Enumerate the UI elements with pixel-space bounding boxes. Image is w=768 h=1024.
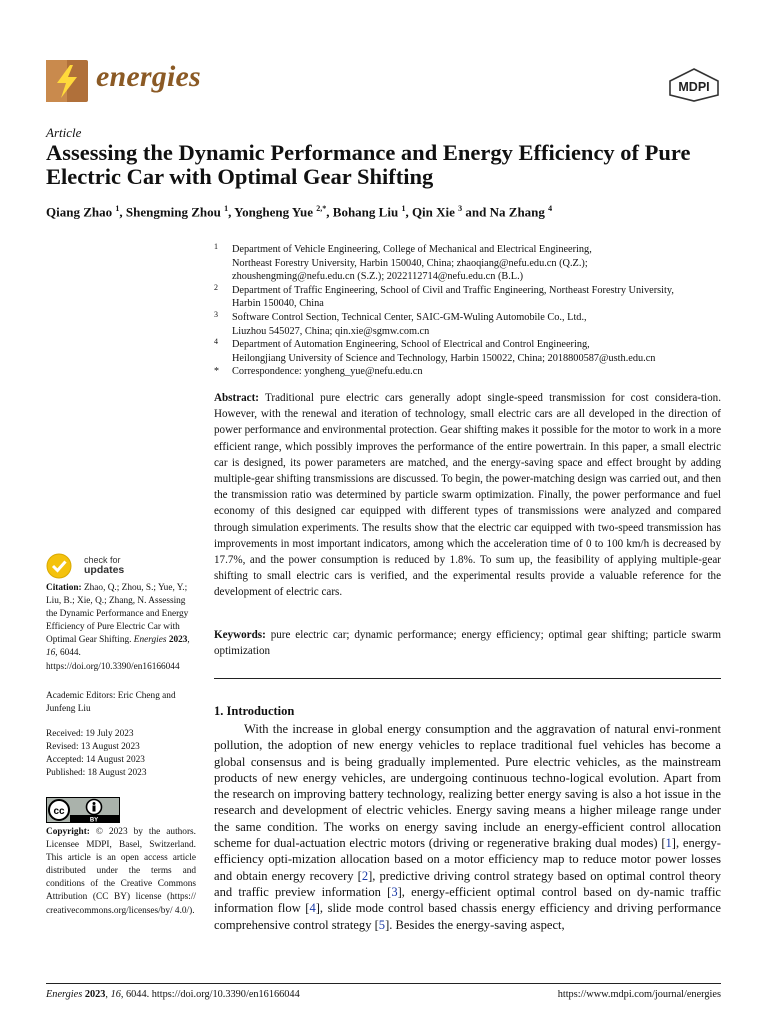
check-updates-icon — [46, 553, 72, 579]
footer-citation: Energies 2023, 16, 6044. https://doi.org/10.3390/en16166044 — [46, 989, 300, 1000]
affiliation-line: Heilongjiang University of Science and Technology, Harbin 150022, China; 2018800587@usth.edu.cn — [232, 352, 656, 364]
affiliation-item — [214, 284, 734, 311]
author-name: Qin Xie — [411, 204, 455, 220]
date-accepted: Accepted: 14 August 2023 — [46, 755, 145, 766]
date-received: Received: 19 July 2023 — [46, 729, 134, 739]
date-revised: Revised: 13 August 2023 — [46, 742, 140, 753]
citation-doi[interactable]: , 6044. https://doi.org/10.3390/en16166044 — [46, 648, 180, 672]
author-affiliation-mark: 4 — [548, 204, 553, 213]
date-published: Published: 18 August 2023 — [46, 768, 147, 779]
affiliation-line: zhoushengming@nefu.edu.cn (S.Z.); 2022112714@nefu.edu.cn (B.L.) — [232, 271, 524, 283]
journal-name: energies — [96, 60, 201, 93]
reference-link[interactable]: 3 — [391, 884, 398, 899]
affiliation-line: Software Control Section, Technical Center, SAIC-GM-Wuling Automobile Co., Ltd., — [232, 311, 587, 323]
affiliation-item — [214, 311, 734, 338]
footer-year: 2023 — [84, 989, 106, 1000]
mdpi-logo — [666, 68, 722, 102]
author-list — [46, 204, 746, 220]
citation-label: Citation: — [46, 583, 82, 593]
citation-text: Zhao, Q.; Zhou, S.; Yue, Y.; Liu, B.; Xie, Q.; Zhang, N. Assessing the Dynamic Performance and Energy Efficiency of Pure Electric Car with Optimal Gear Shifting. — [46, 583, 189, 646]
affiliation-number: 3 — [214, 309, 218, 319]
introduction-text: ]. Besides the energy-saving aspect, — [385, 917, 565, 932]
citation-block: Citation: Zhao, Q.; Zhou, S.; Yue, Y.; Liu, B.; Xie, Q.; Zhang, N. Assessing the Dynamic Performance and Energy Efficiency of Pure Electric Car with Optimal Gear Shifting. Energies 2023, 16, 6044. https://doi.org/10.3390/en16166044 — [46, 583, 190, 672]
affiliation-number: 1 — [214, 242, 218, 251]
author-affiliation-mark: 1 — [115, 204, 120, 213]
author-affiliation-mark: 2,* — [316, 204, 327, 213]
section-divider — [214, 678, 721, 679]
article-title: Assessing the Dynamic Performance and Energy Efficiency of Pure Electric Car with Optimal Gear Shifting — [46, 140, 691, 189]
reference-link[interactable]: 2 — [361, 868, 369, 883]
author-name: Qiang Zhao — [46, 204, 113, 220]
affiliation-line: Harbin 150040, China — [232, 298, 324, 310]
check-for-updates-badge[interactable] — [46, 553, 166, 581]
author-affiliation-mark: 3 — [458, 204, 463, 213]
copyright-text: © 2023 by the authors. Licensee MDPI, Basel, Switzerland. This article is an open access article distributed under the terms and conditions of the Creative Commons Attribution (CC BY) license (https:// creativecommons.org/licenses/by/ 4.0/). — [46, 827, 196, 916]
introduction-text: ], slide mode control based chassis energy efficiency and driving performance comprehensive control strategy [ — [214, 901, 722, 932]
cc-by-icon[interactable] — [46, 797, 120, 823]
footer-doi[interactable]: , 6044. https://doi.org/10.3390/en16166044 — [120, 989, 300, 1000]
keywords-label: Keywords: — [214, 629, 266, 641]
author-separator: , — [326, 204, 333, 220]
copyright-notice — [46, 826, 196, 918]
author-separator: , — [405, 204, 412, 220]
author-affiliation-mark: 1 — [401, 204, 406, 213]
keywords — [214, 627, 721, 659]
copyright-label: Copyright: — [46, 827, 90, 837]
author-separator: and — [462, 204, 490, 220]
affiliation-item — [214, 243, 734, 284]
introduction-paragraph — [214, 721, 721, 933]
affiliation-line: Department of Traffic Engineering, School of Civil and Traffic Engineering, Northeast Forestry University, — [232, 284, 674, 296]
footer-journal-url[interactable]: https://www.mdpi.com/journal/energies — [557, 989, 721, 1000]
correspondence-mark: * — [214, 366, 219, 378]
author-name: Yongheng Yue — [234, 204, 314, 220]
academic-editors: Academic Editors: Eric Cheng and Junfeng Liu — [46, 691, 176, 715]
lightning-bolt-icon — [46, 60, 88, 102]
reference-link[interactable]: 1 — [665, 836, 672, 851]
affiliation-number: 2 — [214, 282, 218, 292]
keywords-text: pure electric car; dynamic performance; energy efficiency; optimal gear shifting; particle swarm optimization — [214, 629, 721, 658]
article-type: Article — [46, 125, 82, 140]
mdpi-logo-text: MDPI — [678, 80, 710, 94]
affiliation-number: 4 — [214, 337, 218, 347]
affiliations — [214, 243, 734, 379]
citation-volume: 16 — [46, 648, 56, 659]
correspondence — [214, 365, 734, 379]
svg-text:cc: cc — [53, 806, 65, 817]
affiliation-item — [214, 338, 734, 365]
footer-volume: 16 — [110, 989, 121, 1000]
author-name: Na Zhang — [489, 204, 545, 220]
reference-link[interactable]: 4 — [309, 901, 316, 916]
check-updates-top: check for — [84, 555, 121, 565]
footer-journal: Energies — [46, 989, 83, 1000]
abstract — [214, 390, 721, 601]
affiliation-line: Department of Automation Engineering, School of Electrical and Control Engineering, — [232, 339, 590, 351]
affiliation-line: Northeast Forestry University, Harbin 150040, China; zhaoqiang@nefu.edu.cn (Q.Z.); — [232, 257, 588, 269]
abstract-label: Abstract: — [214, 392, 259, 404]
author-separator: , — [119, 204, 126, 220]
check-updates-bottom: updates — [84, 564, 125, 576]
author-name: Bohang Liu — [332, 204, 399, 220]
affiliation-line: Liuzhou 545027, China; qin.xie@sgmw.com.cn — [232, 325, 430, 337]
introduction-text: With the increase in global energy consumption and the aggravation of natural envi-ronment pollution, the adoption of new energy vehicles to replace traditional fuel vehicles has become a global consensus and is being gradually implemented. Pure electric vehicles, as the mainstream products of new energy vehicles, are undergoing continuous techno-logical evolution. Apart from the research on improving battery technology, realizing better energy saving is also a hot issue in the research and development of electric vehicles. Energy saving means a higher mileage range under the same condition. The works on energy saving include an energy-efficient control allocation scheme for dual-actuation electric motors (driving or regenerative braking dual modes) [ — [214, 722, 721, 851]
citation-journal: Energies — [133, 635, 167, 646]
reference-link[interactable]: 5 — [378, 917, 386, 932]
section-heading: 1. Introduction — [214, 704, 295, 718]
introduction-text: ], energy-efficient optimal control based on dy-namic traffic information flow [ — [214, 884, 722, 916]
svg-text:BY: BY — [89, 817, 99, 823]
footer-divider — [46, 983, 721, 984]
citation-year: 2023 — [168, 635, 188, 646]
correspondence-text: Correspondence: yongheng_yue@nefu.edu.cn — [232, 366, 423, 378]
author-name: Shengming Zhou — [125, 204, 221, 220]
introduction-text: ], energy-efficiency opti-mization allocation based on a motor efficiency map to reduce motor power losses and obtain energy recovery [ — [214, 836, 721, 883]
abstract-text: Traditional pure electric cars generally adopt single-speed transmission for cost considera-tion. However, with the renewal and iteration of technology, small electric cars are all developed in the direction of power performance and environmental protection. Gear shifting makes it possible for the motor to work in a more efficient range, which possibly improves the performance of the entire powertrain. In this paper, a small electric car is designed, its power parameters are matched, and the energy-saving space and effect brought by adding multiple-gear shifting transmissions are discussed. To begin, the power-matching design was carried out, and then the transmission ratio was determined by particle swarm optimization. Finally, the power performance and fuel economy of this designed car equipped with different types of transmissions were analyzed and compared through simulation experiments. The results show that the electric car equipped with two-speed transmission has improvements in most important indicators, among which the acceleration time of 0 to 100 km/h is decreased by 17.7%, and the power consumption is reduced by 1.8%. To sum up, the feasibility of applying multiple-gear shifting to small electric cars is verified, and the experimental results provide a valuable reference for the development of electric cars. — [214, 392, 721, 599]
author-affiliation-mark: 1 — [224, 204, 229, 213]
affiliation-line: Department of Vehicle Engineering, College of Mechanical and Electrical Engineering, — [232, 244, 592, 255]
author-separator: , — [228, 204, 235, 220]
publication-dates — [46, 728, 196, 780]
introduction-text: ], predictive driving control strategy based on optimal control theory and traffic preview information [ — [214, 868, 722, 899]
